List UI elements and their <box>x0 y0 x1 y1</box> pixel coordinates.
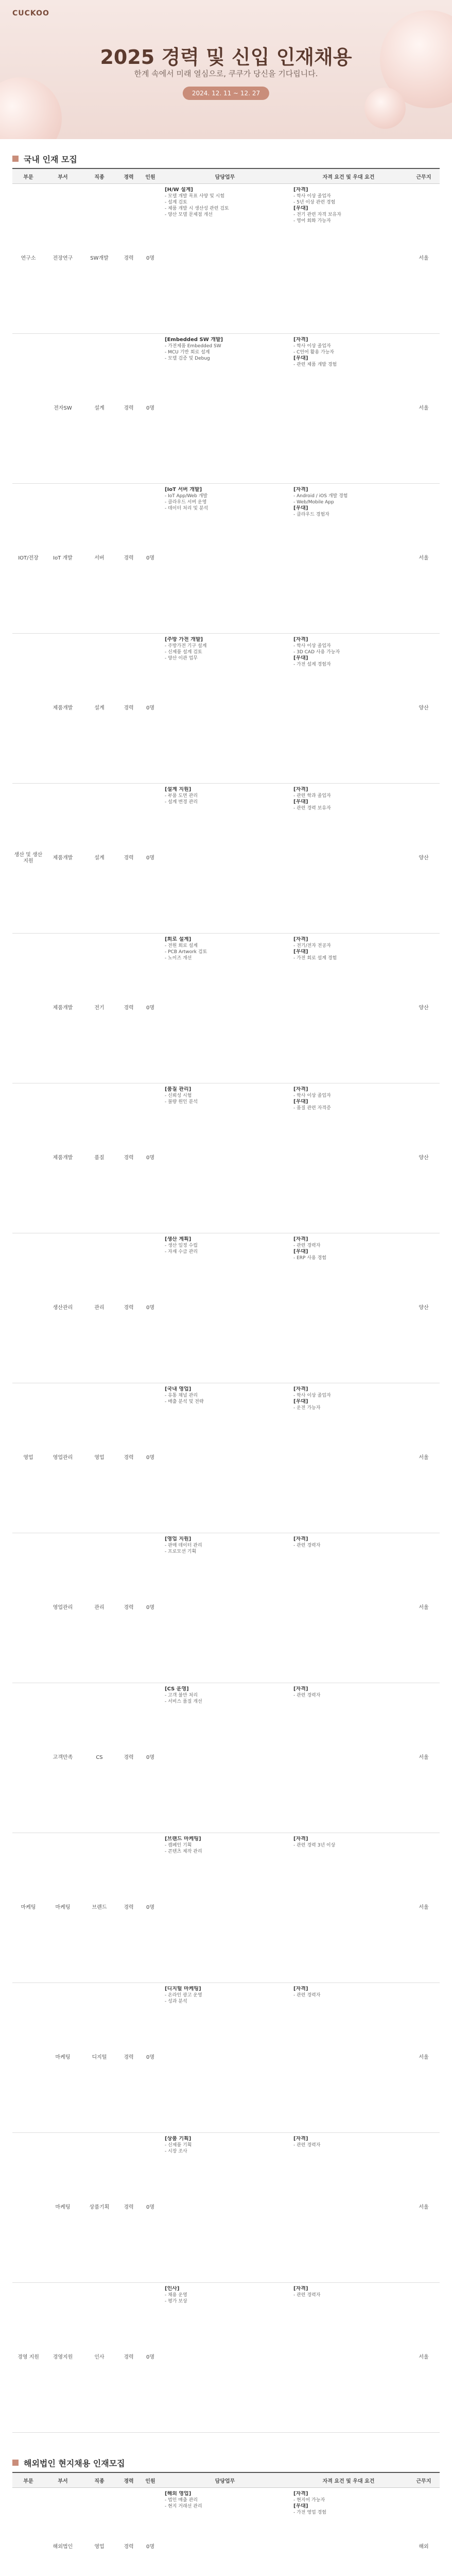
cell-line: - 현지 거래선 관리 <box>165 2504 202 2509</box>
cell-line: [우대] <box>293 799 308 805</box>
column-header: 경력 <box>117 168 140 184</box>
table-row <box>12 1233 440 1383</box>
domestic-table-body <box>12 184 440 2433</box>
duty-cell <box>161 1683 289 1833</box>
division-cell: 생산 및 생산지원 <box>12 784 44 934</box>
location-cell: 서울 <box>408 2283 440 2433</box>
department-cell: 마케팅 <box>44 2133 81 2283</box>
career-cell: 경력 <box>117 1233 140 1383</box>
cell-line: - 법인 매출 관리 <box>165 2498 198 2503</box>
cell-line: - 매출 분석 및 전략 <box>165 1399 204 1404</box>
department-cell: 제품개발 <box>44 1083 81 1233</box>
cell-line: [자격] <box>293 637 308 642</box>
career-cell: 경력 <box>117 2488 140 2576</box>
department-cell: 마케팅 <box>44 1983 81 2133</box>
cell-line: - 주방가전 기구 설계 <box>165 643 207 649</box>
cell-line: - 가전 영업 경험 <box>293 2510 326 2515</box>
cell-line: [자격] <box>293 1686 308 1692</box>
career-cell: 경력 <box>117 1383 140 1533</box>
division-cell: IOT/전장 <box>12 484 44 634</box>
cell-line: - 학사 이상 졸업자 <box>293 194 331 199</box>
table-header-row <box>12 168 440 184</box>
duty-cell <box>161 1383 289 1533</box>
department-cell: 영업관리 <box>44 1383 81 1533</box>
table-row <box>12 1833 440 1983</box>
requirement-cell <box>289 1233 408 1383</box>
cell-line: [Embedded SW 개발] <box>165 337 223 343</box>
cell-line: - 판매 데이터 관리 <box>165 1543 202 1548</box>
cell-line: - 시장 조사 <box>165 2149 187 2154</box>
column-header: 근무지 <box>408 2472 440 2488</box>
duty-cell <box>161 784 289 934</box>
division-cell <box>12 634 44 784</box>
cell-line: [자격] <box>293 487 308 493</box>
location-cell: 서울 <box>408 1383 440 1533</box>
requirement-cell <box>289 934 408 1083</box>
cell-line: - 품질 관련 자격증 <box>293 1106 331 1111</box>
career-cell: 경력 <box>117 1983 140 2133</box>
cell-line: [인사] <box>165 2286 180 2292</box>
cell-line: - 관련 경력 3년 이상 <box>293 1843 336 1848</box>
cell-line: - 관련 경력자 <box>293 1543 321 1548</box>
cell-line: - 모델 검증 및 Debug <box>165 356 210 361</box>
cell-line: - 양산 모델 문제점 개선 <box>165 212 213 217</box>
cell-line: [자격] <box>293 1986 308 1992</box>
cell-line: [우대] <box>293 505 308 511</box>
location-cell: 서울 <box>408 2133 440 2283</box>
cell-line: - 관련 학과 졸업자 <box>293 793 331 799</box>
cell-line: - 관련 경력자 <box>293 2293 321 2298</box>
requirement-cell <box>289 2488 408 2576</box>
cell-line: [자격] <box>293 1087 308 1092</box>
column-header: 부서 <box>44 168 81 184</box>
career-cell: 경력 <box>117 1833 140 1983</box>
cell-line: - 생산 일정 수립 <box>165 1243 198 1248</box>
headcount-cell: 0명 <box>140 1233 161 1383</box>
headcount-cell: 0명 <box>140 1683 161 1833</box>
department-cell: 해외법인 <box>44 2488 81 2576</box>
cell-line: - C언어 활용 가능자 <box>293 350 334 355</box>
cell-line: - PCB Artwork 검토 <box>165 950 207 955</box>
cell-line: [생산 계획] <box>165 1236 192 1242</box>
headcount-cell: 0명 <box>140 1983 161 2133</box>
requirement-cell <box>289 1533 408 1683</box>
cell-line: - 고객 불만 처리 <box>165 1693 198 1698</box>
duty-cell <box>161 1083 289 1233</box>
job-type-cell: 브랜드 <box>81 1833 117 1983</box>
cell-line: - 관련 경력자 <box>293 1693 321 1698</box>
cell-line: [자격] <box>293 1536 308 1542</box>
location-cell: 서울 <box>408 484 440 634</box>
cell-line: - 관련 경력자 <box>293 1993 321 1998</box>
cell-line: - 채용 운영 <box>165 2293 187 2298</box>
cell-line: - 전기/전자 전공자 <box>293 943 331 948</box>
cell-line: [자격] <box>293 2491 308 2497</box>
hero-banner <box>0 0 452 139</box>
cell-line: - 제품 개발 시 생산성 관련 검토 <box>165 206 229 211</box>
cell-line: - 신제품 설계 검토 <box>165 650 202 655</box>
division-cell <box>12 1533 44 1683</box>
duty-cell <box>161 1833 289 1983</box>
table-row <box>12 634 440 784</box>
department-cell: 전자SW <box>44 334 81 484</box>
cell-line: - 운전 가능자 <box>293 1405 321 1411</box>
career-cell: 경력 <box>117 2283 140 2433</box>
cell-line: - 유통 채널 관리 <box>165 1393 198 1398</box>
overseas-jobs-table <box>12 2472 440 2576</box>
career-cell: 경력 <box>117 2133 140 2283</box>
headcount-cell: 0명 <box>140 2133 161 2283</box>
square-bullet-icon <box>12 2460 19 2466</box>
column-header: 인원 <box>140 168 161 184</box>
job-type-cell: 관리 <box>81 1533 117 1683</box>
career-cell: 경력 <box>117 784 140 934</box>
requirement-cell <box>289 184 408 334</box>
department-cell: 전장연구 <box>44 184 81 334</box>
table-row <box>12 934 440 1083</box>
cell-line: - 양산 이관 업무 <box>165 656 198 661</box>
cell-line: [자격] <box>293 1386 308 1392</box>
duty-cell <box>161 934 289 1083</box>
cell-line: - 노이즈 개선 <box>165 956 192 961</box>
column-header: 부문 <box>12 168 44 184</box>
column-header: 담당업무 <box>161 2472 289 2488</box>
cell-line: - 캠페인 기획 <box>165 1843 192 1848</box>
cell-line: - 평가 보상 <box>165 2299 187 2304</box>
headcount-cell: 0명 <box>140 934 161 1083</box>
cell-line: - ERP 사용 경험 <box>293 1256 326 1261</box>
duty-cell <box>161 1533 289 1683</box>
cell-line: - 가전 설계 경험자 <box>293 662 331 667</box>
job-type-cell: 전기 <box>81 934 117 1083</box>
cell-line: - 전기 관련 자격 보유자 <box>293 212 341 217</box>
job-type-cell: SW개발 <box>81 184 117 334</box>
cell-line: [자격] <box>293 787 308 792</box>
career-cell: 경력 <box>117 1533 140 1683</box>
cell-line: - 설계 검토 <box>165 200 187 205</box>
cell-line: [H/W 설계] <box>165 187 193 193</box>
department-cell: 생산관리 <box>44 1233 81 1383</box>
cell-line: - 학사 이상 졸업자 <box>293 1393 331 1398</box>
duty-cell <box>161 2133 289 2283</box>
requirement-cell <box>289 1383 408 1533</box>
cell-line: [상품 기획] <box>165 2136 192 2142</box>
job-type-cell: 설계 <box>81 334 117 484</box>
location-cell: 양산 <box>408 634 440 784</box>
job-type-cell: 서버 <box>81 484 117 634</box>
section-title: 해외법인 현지채용 인재모집 <box>24 2458 125 2468</box>
cell-line: [우대] <box>293 2503 308 2509</box>
cell-line: - 불량 원인 분석 <box>165 1099 198 1105</box>
cell-line: [우대] <box>293 206 308 211</box>
cell-line: - 부품 도면 관리 <box>165 793 198 799</box>
cell-line: - MCU 기반 회로 설계 <box>165 350 210 355</box>
square-bullet-icon <box>12 156 19 162</box>
cell-line: - 학사 이상 졸업자 <box>293 643 331 649</box>
location-cell: 서울 <box>408 1533 440 1683</box>
division-cell: 연구소 <box>12 184 44 334</box>
domestic-jobs-table <box>12 168 440 2433</box>
cell-line: - 관련 제품 개발 경험 <box>293 362 337 367</box>
duty-cell <box>161 1233 289 1383</box>
cell-line: [자격] <box>293 2286 308 2292</box>
cell-line: [우대] <box>293 655 308 661</box>
section-title: 국내 인재 모집 <box>24 154 77 164</box>
cell-line: - 신제품 기획 <box>165 2143 192 2148</box>
division-cell: 경영 지원 <box>12 2283 44 2433</box>
cell-line: [우대] <box>293 1099 308 1105</box>
department-cell: IoT 개발 <box>44 484 81 634</box>
cell-line: - 자재 수급 관리 <box>165 1249 198 1255</box>
cell-line: - 영어 회화 가능자 <box>293 218 331 224</box>
cell-line: - 전원 회로 설계 <box>165 943 198 948</box>
location-cell: 서울 <box>408 1683 440 1833</box>
table-row <box>12 334 440 484</box>
brand-logo: CUCKOO <box>12 9 49 18</box>
page-subtitle: 한계 속에서 미래 열심으로, 쿠쿠가 당신을 기다립니다. <box>134 69 318 78</box>
headcount-cell: 0명 <box>140 784 161 934</box>
department-cell: 제품개발 <box>44 784 81 934</box>
overseas-table-body <box>12 2488 440 2576</box>
job-type-cell: 디지털 <box>81 1983 117 2133</box>
location-cell: 양산 <box>408 1083 440 1233</box>
cell-line: [디지털 마케팅] <box>165 1986 201 1992</box>
career-cell: 경력 <box>117 1083 140 1233</box>
headcount-cell: 0명 <box>140 1083 161 1233</box>
cell-line: [자격] <box>293 187 308 193</box>
division-cell <box>12 1083 44 1233</box>
table-row <box>12 484 440 634</box>
cell-line: - 신뢰성 시험 <box>165 1093 192 1098</box>
section-overseas-header <box>0 2453 452 2472</box>
cell-line: - 학사 이상 졸업자 <box>293 344 331 349</box>
cell-line: - 클라우드 서버 운영 <box>165 500 207 505</box>
cell-line: - 클라우드 경험자 <box>293 512 329 517</box>
headcount-cell: 0명 <box>140 334 161 484</box>
cell-line: - 가전 회로 설계 경험 <box>293 956 337 961</box>
column-header: 직종 <box>81 2472 117 2488</box>
department-cell: 경영지원 <box>44 2283 81 2433</box>
division-cell <box>12 934 44 1083</box>
cell-line: - 관련 경력자 <box>293 2143 321 2148</box>
department-cell: 제품개발 <box>44 634 81 784</box>
headcount-cell: 0명 <box>140 634 161 784</box>
job-type-cell: 설계 <box>81 634 117 784</box>
location-cell: 서울 <box>408 334 440 484</box>
cell-line: - 콘텐츠 제작 관리 <box>165 1849 202 1854</box>
career-cell: 경력 <box>117 484 140 634</box>
cell-line: [브랜드 마케팅] <box>165 1836 201 1842</box>
cell-line: [해외 영업] <box>165 2491 192 2497</box>
cell-line: [회로 설계] <box>165 937 192 942</box>
column-header: 근무지 <box>408 168 440 184</box>
cell-line: [IoT 서버 개발] <box>165 487 202 493</box>
cell-line: - 성과 분석 <box>165 1999 187 2004</box>
division-cell: 영업 <box>12 1383 44 1533</box>
location-cell: 양산 <box>408 1233 440 1383</box>
table-row <box>12 784 440 934</box>
cell-line: - 설계 변경 관리 <box>165 800 198 805</box>
job-type-cell: 관리 <box>81 1233 117 1383</box>
department-cell: 고객만족 <box>44 1683 81 1833</box>
cell-line: - 관련 경력 보유자 <box>293 806 331 811</box>
cell-line: [품질 관리] <box>165 1087 192 1092</box>
requirement-cell <box>289 634 408 784</box>
column-header: 부문 <box>12 2472 44 2488</box>
headcount-cell: 0명 <box>140 484 161 634</box>
cell-line: - 3D CAD 사용 가능자 <box>293 650 340 655</box>
cell-line: - 5년 이상 관련 경험 <box>293 200 336 205</box>
cell-line: - Web/Mobile App <box>293 500 334 505</box>
table-row <box>12 1983 440 2133</box>
headcount-cell: 0명 <box>140 1383 161 1533</box>
division-cell: 마케팅 <box>12 1833 44 1983</box>
headcount-cell: 0명 <box>140 2488 161 2576</box>
department-cell: 마케팅 <box>44 1833 81 1983</box>
duty-cell <box>161 1983 289 2133</box>
requirement-cell <box>289 2283 408 2433</box>
cell-line: - 학사 이상 졸업자 <box>293 1093 331 1098</box>
cell-line: [자격] <box>293 937 308 942</box>
requirement-cell <box>289 1083 408 1233</box>
job-type-cell: 영업 <box>81 2488 117 2576</box>
cell-line: [우대] <box>293 949 308 955</box>
page-title: 2025 경력 및 신입 인재채용 <box>100 46 352 69</box>
table-row <box>12 184 440 334</box>
cell-line: [우대] <box>293 355 308 361</box>
headcount-cell: 0명 <box>140 2283 161 2433</box>
division-cell <box>12 334 44 484</box>
cell-line: - 관련 경력자 <box>293 1243 321 1248</box>
job-type-cell: 영업 <box>81 1383 117 1533</box>
location-cell: 양산 <box>408 934 440 1083</box>
requirement-cell <box>289 784 408 934</box>
cell-line: [자격] <box>293 2136 308 2142</box>
job-type-cell: 상품기획 <box>81 2133 117 2283</box>
cell-line: - 데이터 처리 및 분석 <box>165 506 208 511</box>
job-type-cell: 품질 <box>81 1083 117 1233</box>
column-header: 부서 <box>44 2472 81 2488</box>
career-cell: 경력 <box>117 334 140 484</box>
cell-line: [우대] <box>293 1399 308 1404</box>
location-cell: 서울 <box>408 1983 440 2133</box>
column-header: 자격 요건 및 우대 요건 <box>289 2472 408 2488</box>
location-cell: 서울 <box>408 184 440 334</box>
requirement-cell <box>289 2133 408 2283</box>
cell-line: - 모델 개발 목표 사양 및 시험 <box>165 194 225 199</box>
cell-line: [우대] <box>293 1249 308 1255</box>
column-header: 경력 <box>117 2472 140 2488</box>
job-type-cell: 설계 <box>81 784 117 934</box>
job-type-cell: 인사 <box>81 2283 117 2433</box>
table-header-row <box>12 2472 440 2488</box>
requirement-cell <box>289 1833 408 1983</box>
column-header: 담당업무 <box>161 168 289 184</box>
cell-line: [국내 영업] <box>165 1386 192 1392</box>
requirement-cell <box>289 484 408 634</box>
department-cell: 영업관리 <box>44 1533 81 1683</box>
cell-line: - Android / iOS 개발 경험 <box>293 494 348 499</box>
location-cell: 해외 <box>408 2488 440 2576</box>
division-cell <box>12 1683 44 1833</box>
cell-line: - 온라인 광고 운영 <box>165 1993 202 1998</box>
cell-line: - 서비스 품질 개선 <box>165 1699 202 1704</box>
headcount-cell: 0명 <box>140 184 161 334</box>
requirement-cell <box>289 334 408 484</box>
table-row <box>12 1533 440 1683</box>
column-header: 인원 <box>140 2472 161 2488</box>
cell-line: [자격] <box>293 337 308 343</box>
duty-cell <box>161 484 289 634</box>
duty-cell <box>161 334 289 484</box>
cell-line: - 프로모션 기획 <box>165 1549 197 1554</box>
duty-cell <box>161 634 289 784</box>
cell-line: - IoT App/Web 개발 <box>165 494 208 499</box>
cell-line: [CS 운영] <box>165 1686 189 1692</box>
cell-line: [주방 가전 개발] <box>165 637 203 642</box>
table-row <box>12 2488 440 2576</box>
cell-line: - 가전제품 Embedded SW <box>165 344 221 349</box>
location-cell: 서울 <box>408 1833 440 1983</box>
decor-circle <box>0 77 62 139</box>
headcount-cell: 0명 <box>140 1833 161 1983</box>
duty-cell <box>161 2488 289 2576</box>
duty-cell <box>161 2283 289 2433</box>
table-row <box>12 1383 440 1533</box>
division-cell <box>12 1983 44 2133</box>
section-domestic-header <box>0 149 452 168</box>
career-cell: 경력 <box>117 634 140 784</box>
duty-cell <box>161 184 289 334</box>
table-row <box>12 2133 440 2283</box>
cell-line: - 현지어 가능자 <box>293 2498 325 2503</box>
cell-line: [자격] <box>293 1836 308 1842</box>
column-header: 자격 요건 및 우대 요건 <box>289 168 408 184</box>
career-cell: 경력 <box>117 934 140 1083</box>
location-cell: 양산 <box>408 784 440 934</box>
table-row <box>12 1083 440 1233</box>
column-header: 직종 <box>81 168 117 184</box>
division-cell <box>12 2133 44 2283</box>
career-cell: 경력 <box>117 1683 140 1833</box>
requirement-cell <box>289 1983 408 2133</box>
decor-circle <box>364 88 406 129</box>
department-cell: 제품개발 <box>44 934 81 1083</box>
cell-line: [자격] <box>293 1236 308 1242</box>
requirement-cell <box>289 1683 408 1833</box>
cell-line: [설계 지원] <box>165 787 192 792</box>
career-cell: 경력 <box>117 184 140 334</box>
headcount-cell: 0명 <box>140 1533 161 1683</box>
job-type-cell: CS <box>81 1683 117 1833</box>
division-cell <box>12 2488 44 2576</box>
period-badge: 2024. 12. 11 ~ 12. 27 <box>183 87 269 100</box>
cell-line: [영업 지원] <box>165 1536 192 1542</box>
table-row <box>12 2283 440 2433</box>
division-cell <box>12 1233 44 1383</box>
table-row <box>12 1683 440 1833</box>
